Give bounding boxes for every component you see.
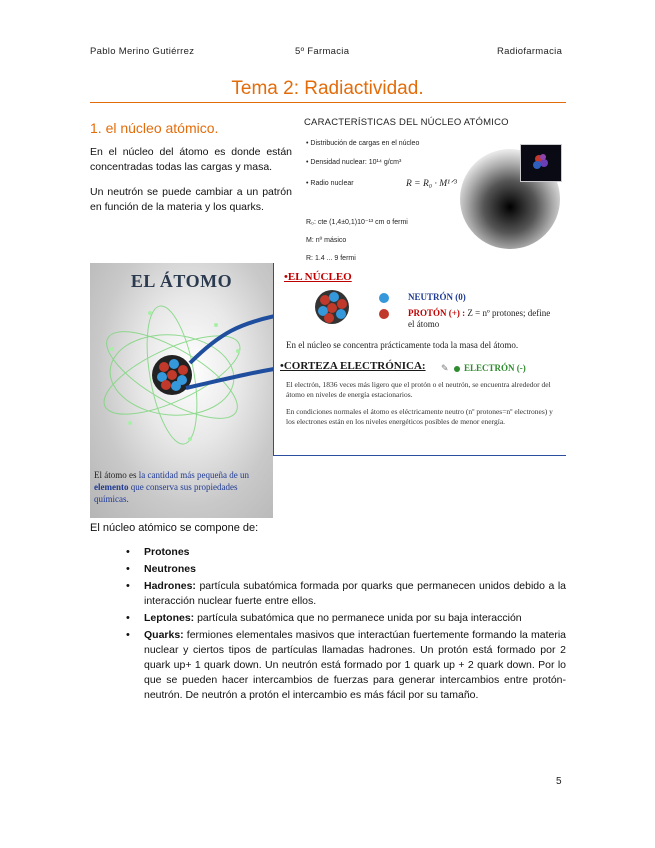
paperclip-icon: ✎: [441, 363, 449, 373]
list-item-term: Protones: [144, 546, 190, 558]
header-subject: Radiofarmacia: [497, 46, 563, 57]
nucleo-heading: •EL NÚCLEO: [284, 271, 352, 283]
caption-part: elemento: [94, 482, 129, 492]
list-item-term: Quarks:: [144, 629, 184, 641]
list-item-text: partícula subatómica formada por quarks que permanecen unidos debido a la interacción nuclear fuerte entre ellos.: [144, 580, 566, 607]
nucleus-characteristics-figure: [302, 112, 566, 260]
proton-label: [408, 308, 558, 330]
corteza-heading: •CORTEZA ELECTRÓNICA:: [280, 360, 426, 372]
list-item: [120, 628, 566, 703]
corteza-paragraph-2: En condiciones normales el átomo es eléctricamente neutro (nº protones=nº electrones) y los electrones están en los niveles energéticos posibles de menor energía.: [286, 407, 553, 426]
list-item: [120, 579, 566, 609]
nucleus-inset-image: [520, 144, 562, 182]
list-item: [120, 562, 566, 577]
list-item-text: fermiones elementales masivos que interactúan fuertemente formando la materia nuclear y ciertos tipos de partículas llamadas hadrones. Un protón está formado por 2 quark up+ 1 quark down. Un neutrón está formado por 1 quark up + 2 quark down. Por lo que se pueden hacer intercambios de fuerzas para generar intercambios entre protón-neutrón. De neutrón a protón el intercambio es más fácil por su tamaño.: [144, 629, 566, 701]
radius-formula: R = R₀ · M¹ᐟ³: [406, 179, 457, 189]
atom-figure: [90, 263, 566, 518]
list-item-term: Leptones:: [144, 612, 195, 624]
proton-description: Z = nº protones; define el átomo: [408, 308, 551, 329]
intro-paragraph-2: Un neutrón se puede cambiar a un patrón en función de la materia y los quarks.: [90, 186, 292, 213]
atom-orbits-illustration: [90, 263, 273, 463]
list-item: [120, 611, 566, 626]
page-number: 5: [556, 776, 562, 787]
caption-part: que conserva sus propiedades químicas.: [94, 482, 238, 504]
figure-item: • Distribución de cargas en el núcleo: [306, 140, 420, 147]
header-author: Pablo Merino Gutiérrez: [90, 46, 195, 57]
figure-item: • Radio nuclear: [306, 180, 354, 187]
figure-item: • Densidad nuclear: 10¹⁴ g/cm³: [306, 159, 402, 166]
intro-paragraph-1: En el núcleo del átomo es donde están concentradas todas las cargas y masa.: [90, 146, 292, 173]
caption-part: la cantidad más pequeña de un: [138, 470, 249, 480]
nucleus-mass-text: En el núcleo se concentra prácticamente toda la masa del átomo.: [286, 340, 519, 350]
neutron-text: NEUTRÓN (0): [408, 292, 466, 302]
composition-lead: El núcleo atómico se compone de:: [90, 522, 259, 534]
caption-part: El átomo es: [94, 470, 139, 480]
corteza-paragraph-1: El electrón, 1836 veces más ligero que el protón o el neutrón, se encuentra alrededor del átomo en niveles de energía estacionarios.: [286, 380, 551, 399]
list-item-term: Hadrones:: [144, 580, 196, 592]
list-item: [120, 545, 566, 560]
list-item-term: Neutrones: [144, 563, 196, 575]
figure-item: R: 1,4 ... 9 fermi: [306, 255, 356, 260]
page-title: Tema 2: Radiactividad.: [231, 78, 424, 99]
atom-illustration-panel: [90, 263, 273, 518]
title-underline: [90, 102, 566, 103]
list-item-text: partícula subatómica que no permanece unida por su baja interacción: [194, 612, 522, 624]
nucleus-cluster-icon: [312, 287, 352, 327]
composition-list: [120, 545, 566, 705]
atom-figure-title: EL ÁTOMO: [130, 271, 233, 291]
section-heading: 1. el núcleo atómico.: [90, 120, 219, 136]
proton-text: PROTÓN (+) :: [408, 308, 466, 318]
figure-item: R₀: cte (1,4±0,1)10⁻¹³ cm o fermi: [306, 219, 408, 226]
figure-title: CARACTERÍSTICAS DEL NÚCLEO ATÓMICO: [304, 117, 509, 128]
atom-description-panel: [273, 263, 566, 456]
header-course: 5º Farmacia: [295, 46, 350, 57]
electron-label: ELECTRÓN (-): [464, 363, 526, 373]
neutron-dot-icon: [378, 292, 390, 304]
figure-item: M: nº másico: [306, 237, 347, 244]
proton-dot-icon: [378, 308, 390, 320]
neutron-label: [408, 292, 466, 302]
electron-dot-icon: [452, 364, 462, 374]
atom-caption: [94, 469, 270, 505]
